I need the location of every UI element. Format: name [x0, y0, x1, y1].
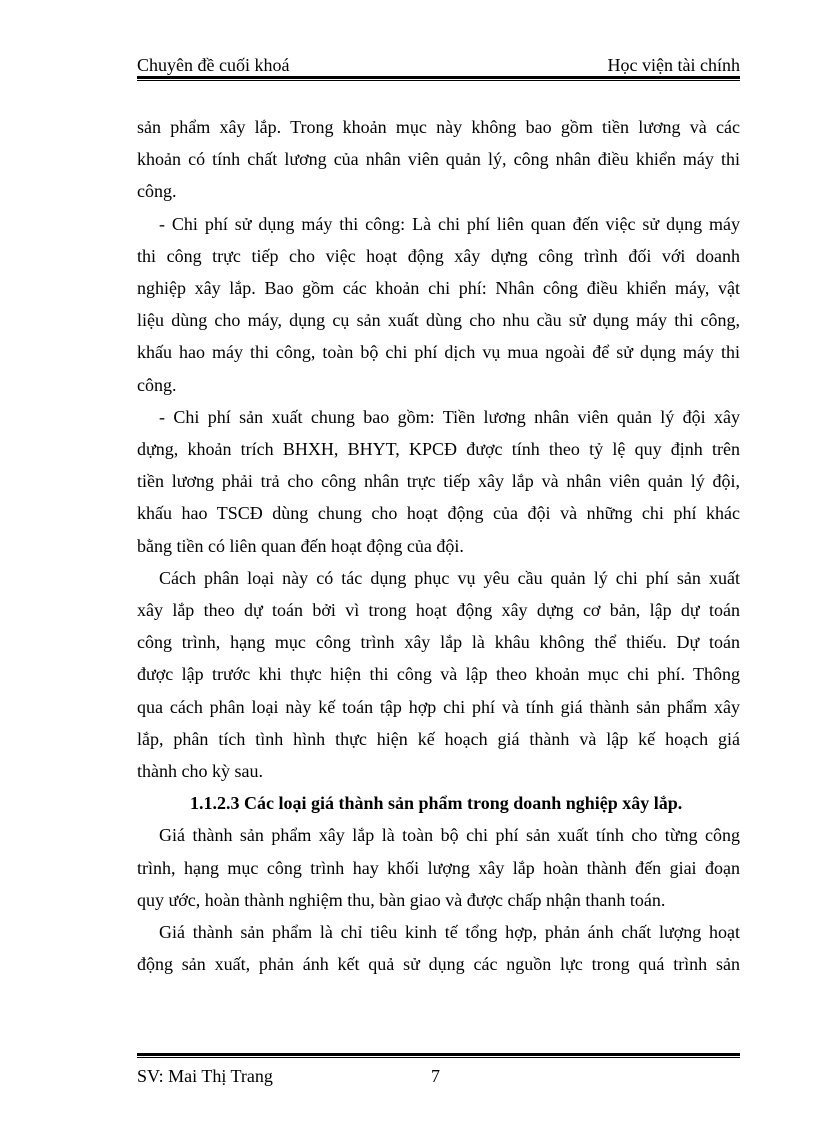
paragraph — [137, 401, 740, 562]
text-line: liệu dùng cho máy, dụng cụ sản xuất dùng cho nhu cầu sử dụng máy thi công, — [137, 310, 740, 331]
text-line: công. — [137, 374, 177, 395]
text-line: bằng tiền có liên quan đến hoạt động của đội. — [137, 535, 464, 556]
text-line: thi công trực tiếp cho việc hoạt động xây dựng công trình đối với doanh — [137, 245, 740, 266]
page-number: 7 — [431, 1066, 440, 1086]
text-line: quy ước, hoàn thành nghiệm thu, bàn giao và được chấp nhận thanh toán. — [137, 889, 666, 910]
header-rule — [137, 76, 740, 81]
header-left-title: Chuyên đề cuối khoá — [137, 55, 290, 75]
text-line: khấu hao TSCĐ dùng chung cho hoạt động của đội và những chi phí khác — [137, 503, 740, 524]
document-body — [137, 111, 740, 980]
text-line: Cách phân loại này có tác dụng phục vụ yêu cầu quản lý chi phí sản xuất — [159, 567, 740, 588]
paragraph — [137, 111, 740, 208]
paragraph — [137, 916, 740, 980]
section-heading — [137, 787, 740, 819]
text-line: khoản có tính chất lương của nhân viên quản lý, công nhân điều khiển máy thi — [137, 149, 740, 170]
paragraph — [137, 562, 740, 787]
header-right-title: Học viện tài chính — [607, 55, 740, 75]
text-line: - Chi phí sử dụng máy thi công: Là chi phí liên quan đến việc sử dụng máy — [159, 213, 740, 234]
text-line: trình, hạng mục công trình hay khối lượng xây lắp hoàn thành đến giai đoạn — [137, 857, 740, 878]
text-line: 1.1.2.3 Các loại giá thành sản phẩm trong doanh nghiệp xây lắp. — [190, 793, 683, 814]
text-line: thành cho kỳ sau. — [137, 761, 263, 782]
text-line: công. — [137, 181, 177, 202]
text-line: lắp, phân tích tình hình thực hiện kế hoạch giá thành và lập kế hoạch giá — [137, 728, 740, 749]
text-line: khấu hao máy thi công, toàn bộ chi phí dịch vụ mua ngoài để sử dụng máy thi — [137, 342, 740, 363]
text-line: nghiệp xây lắp. Bao gồm các khoản chi phí: Nhân công điều khiển máy, vật — [137, 278, 740, 299]
paragraph — [137, 208, 740, 401]
text-line: sản phẩm xây lắp. Trong khoản mục này không bao gồm tiền lương và các — [137, 117, 740, 137]
text-line: Giá thành sản phẩm xây lắp là toàn bộ chi phí sản xuất tính cho từng công — [159, 825, 740, 846]
text-line: tiền lương phải trả cho công nhân trực tiếp xây lắp và nhân viên quản lý đội, — [137, 471, 740, 492]
paragraph — [137, 819, 740, 916]
text-line: dựng, khoản trích BHXH, BHYT, KPCĐ được tính theo tỷ lệ quy định trên — [137, 439, 740, 460]
text-line: công trình, hạng mục công trình xây lắp là khâu không thể thiếu. Dự toán — [137, 632, 740, 653]
text-line: Giá thành sản phẩm là chỉ tiêu kinh tế tổng hợp, phản ánh chất lượng hoạt — [159, 922, 740, 943]
text-line: động sản xuất, phản ánh kết quả sử dụng các nguồn lực trong quá trình sản — [137, 954, 740, 975]
text-line: xây lắp theo dự toán bởi vì trong hoạt động xây dựng cơ bản, lập dự toán — [137, 600, 740, 621]
text-line: - Chi phí sản xuất chung bao gồm: Tiền lương nhân viên quản lý đội xây — [159, 406, 740, 427]
footer-rule — [137, 1053, 740, 1058]
footer-student: SV: Mai Thị Trang — [137, 1066, 273, 1086]
text-line: được lập trước khi thực hiện thi công và lập theo khoản mục chi phí. Thông — [137, 664, 740, 685]
text-line: qua cách phân loại này kế toán tập hợp chi phí và tính giá thành sản phẩm xây — [137, 696, 740, 717]
page-header — [137, 50, 740, 76]
